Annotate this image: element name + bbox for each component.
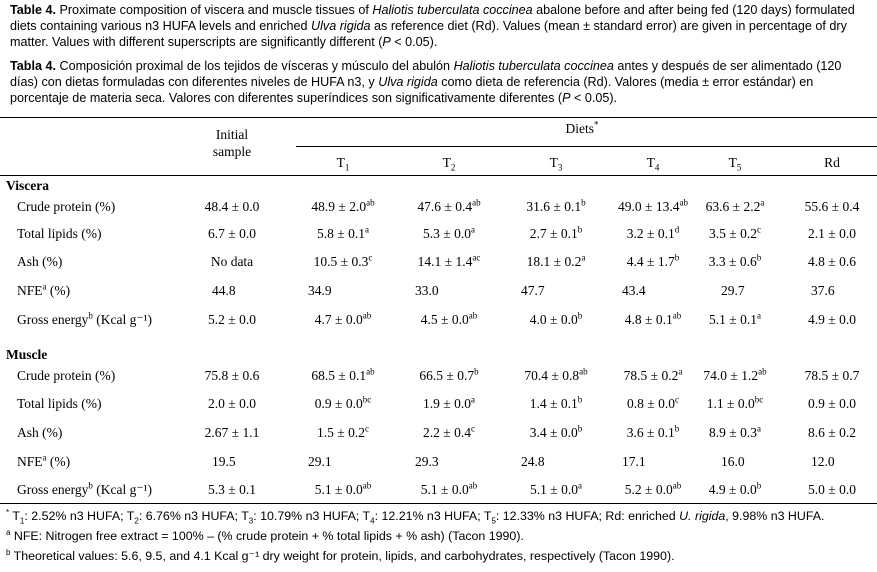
table-cell: 4.4 ± 1.7$^b$ (626, 252, 680, 269)
table-cell: 17.1 (622, 454, 646, 469)
row-label: Total lipids (%) (17, 396, 102, 411)
table-cell: 14.1 ± 1.4$^{ac}$ (417, 252, 481, 269)
table-bottom-rule (0, 503, 877, 504)
column-header: $T_1$ (336, 155, 350, 173)
table-cell: 18.1 ± 0.2$^a$ (526, 252, 586, 269)
table-cell: 4.8 ± 0.6 (808, 254, 856, 269)
table-cell: 78.5 ± 0.7 (804, 368, 860, 383)
table-cell: 6.7 ± 0.0 (208, 226, 256, 241)
table-cell: 5.1 ± 0.0$^a$ (530, 480, 582, 497)
table-cell: 29.1 (308, 454, 332, 469)
table-cell: 5.0 ± 0.0 (808, 482, 856, 497)
column-header: Rd (824, 155, 840, 170)
caption-label: Table 4. (10, 3, 56, 17)
table-cell: 0.9 ± 0.0 (808, 396, 856, 411)
table-cell: 19.5 (212, 454, 236, 469)
table-cell: 48.9 ± 2.0$^{ab}$ (311, 197, 375, 214)
row-label: Gross energy$^b$ (Kcal g⁻¹) (17, 480, 153, 497)
row-label: Crude protein (%) (17, 199, 116, 214)
table-cell: 3.2 ± 0.1$^d$ (626, 224, 680, 241)
initial-sample-header: Initial sample (212, 127, 252, 159)
table-cell: 16.0 (721, 454, 745, 469)
table-cell: 1.1 ± 0.0$^{bc}$ (706, 394, 764, 411)
table-cell: No data (210, 254, 254, 269)
section-title: Viscera (6, 178, 49, 193)
table-cell: 44.8 (212, 283, 236, 298)
table-cell: 1.5 ± 0.2$^c$ (317, 423, 369, 440)
row-label: Total lipids (%) (17, 226, 102, 241)
table-cell: 29.3 (415, 454, 439, 469)
row-label: Gross energy$^b$ (Kcal g⁻¹) (17, 310, 153, 327)
table-cell: 5.1 ± 0.1$^a$ (709, 310, 761, 327)
table-cell: 3.3 ± 0.6$^b$ (708, 252, 762, 269)
table-cell: 47.7 (521, 283, 545, 298)
table-cell: 29.7 (721, 283, 745, 298)
table-cell: 55.6 ± 0.4 (804, 199, 860, 214)
table-cell: 31.6 ± 0.1$^b$ (526, 197, 586, 214)
table-cell: 4.7 ± 0.0$^{ab}$ (314, 310, 372, 327)
table-cell: 5.1 ± 0.0$^{ab}$ (314, 480, 372, 497)
table-cell: 4.5 ± 0.0$^{ab}$ (420, 310, 478, 327)
table-cell: 5.8 ± 0.1$^a$ (317, 224, 369, 241)
table-cell: 66.5 ± 0.7$^b$ (419, 366, 479, 383)
column-header: $T_4$ (646, 155, 660, 173)
table-caption-spanish: Tabla 4. Composición proximal de los tejidos de vísceras y músculo del abulón Haliotis tuberculata coccinea antes y después de ser alimentado (120 días) con dietas formuladas con diferentes niveles de HUFA n3, y Ulva rigida como dieta de referencia (Rd). Valores (media ± error estándar) en porcentaje de materia seca. Valores con diferentes superíndices son significativamente diferentes (P < 0.05). (10, 59, 842, 105)
table-cell: 70.4 ± 0.8$^{ab}$ (524, 366, 588, 383)
table-top-rule (0, 117, 877, 118)
table-cell: 24.8 (521, 454, 545, 469)
table-cell: 33.0 (415, 283, 439, 298)
table-cell: 2.67 ± 1.1 (204, 425, 260, 440)
table-cell: 75.8 ± 0.6 (204, 368, 260, 383)
table-cell: 3.5 ± 0.2$^c$ (709, 224, 761, 241)
table-cell: 47.6 ± 0.4$^{ab}$ (417, 197, 481, 214)
footnote-diets: * $T_1$: 2.52% n3 HUFA; $T_2$: 6.76% n3 HUFA; $T_3$: 10.79% n3 HUFA; $T_4$: 12.21% n3 HUFA; $T_5$: 12.33% n3 HUFA; Rd: enriched U. rigida, 9.98% n3 HUFA. (6, 507, 825, 526)
table-cell: 1.4 ± 0.1$^b$ (529, 394, 583, 411)
table-cell: 3.6 ± 0.1$^b$ (626, 423, 680, 440)
table-cell: 2.2 ± 0.4$^c$ (423, 423, 475, 440)
column-header: $T_2$ (442, 155, 456, 173)
table-cell: 37.6 (811, 283, 835, 298)
header-bottom-rule (0, 175, 877, 176)
footnote-gross-energy: $^b$ Theoretical values: 5.6, 9.5, and 4.1 Kcal g⁻¹ dry weight for protein, lipids, and carbohydrates, respectively (Tacon 1990). (6, 547, 675, 563)
table-cell: 10.5 ± 0.3$^c$ (313, 252, 373, 269)
table-cell: 3.4 ± 0.0$^b$ (529, 423, 583, 440)
row-label: Ash (%) (17, 254, 63, 269)
table-cell: 5.3 ± 0.1 (208, 482, 256, 497)
table-cell: 0.9 ± 0.0$^{bc}$ (314, 394, 372, 411)
section-title: Muscle (6, 347, 48, 362)
row-label: Ash (%) (17, 425, 63, 440)
table-cell: 2.7 ± 0.1$^b$ (529, 224, 583, 241)
table-cell: 5.1 ± 0.0$^{ab}$ (420, 480, 478, 497)
diets-header: Diets* (565, 119, 599, 136)
table-cell: 4.9 ± 0.0$^b$ (708, 480, 762, 497)
footnote-nfe: $^a$ NFE: Nitrogen free extract = 100% – (% crude protein + % total lipids + % ash) (Tacon 1990). (6, 527, 524, 543)
row-label: NFE$^a$ (%) (17, 452, 71, 469)
table-cell: 4.9 ± 0.0 (808, 312, 856, 327)
table-cell: 5.2 ± 0.0 (208, 312, 256, 327)
table-cell: 4.0 ± 0.0$^b$ (529, 310, 583, 327)
table-cell: 48.4 ± 0.0 (204, 199, 260, 214)
table-cell: 12.0 (811, 454, 835, 469)
table-cell: 8.6 ± 0.2 (808, 425, 856, 440)
table-cell: 68.5 ± 0.1$^{ab}$ (311, 366, 375, 383)
row-label: Crude protein (%) (17, 368, 116, 383)
table-caption-english: Table 4. Proximate composition of viscera and muscle tissues of Haliotis tuberculata coccinea abalone before and after being fed (120 days) formulated diets containing various n3 HUFA levels and enriched Ulva rigida as reference diet (Rd). Values (mean ± standard error) are given in percentage of dry matter. Values with different superscripts are significantly different (P < 0.05). (10, 3, 855, 49)
diets-header-rule (296, 146, 877, 147)
column-header: $T_3$ (549, 155, 563, 173)
table-cell: 5.2 ± 0.0$^{ab}$ (624, 480, 682, 497)
table-cell: 1.9 ± 0.0$^a$ (423, 394, 475, 411)
table-cell: 2.0 ± 0.0 (208, 396, 256, 411)
table-cell: 8.9 ± 0.3$^a$ (709, 423, 761, 440)
table-cell: 5.3 ± 0.0$^a$ (423, 224, 475, 241)
table-cell: 49.0 ± 13.4$^{ab}$ (618, 197, 688, 214)
table-cell: 63.6 ± 2.2$^a$ (705, 197, 765, 214)
table-cell: 2.1 ± 0.0 (808, 226, 856, 241)
row-label: NFE$^a$ (%) (17, 281, 71, 298)
table-cell: 74.0 ± 1.2$^{ab}$ (703, 366, 767, 383)
table-cell: 0.8 ± 0.0$^c$ (627, 394, 679, 411)
table-cell: 78.5 ± 0.2$^a$ (623, 366, 683, 383)
table-cell: 4.8 ± 0.1$^{ab}$ (624, 310, 682, 327)
table-cell: 34.9 (308, 283, 332, 298)
caption-label: Tabla 4. (10, 59, 56, 73)
table-cell: 43.4 (622, 283, 646, 298)
column-header: $T_5$ (728, 155, 742, 173)
